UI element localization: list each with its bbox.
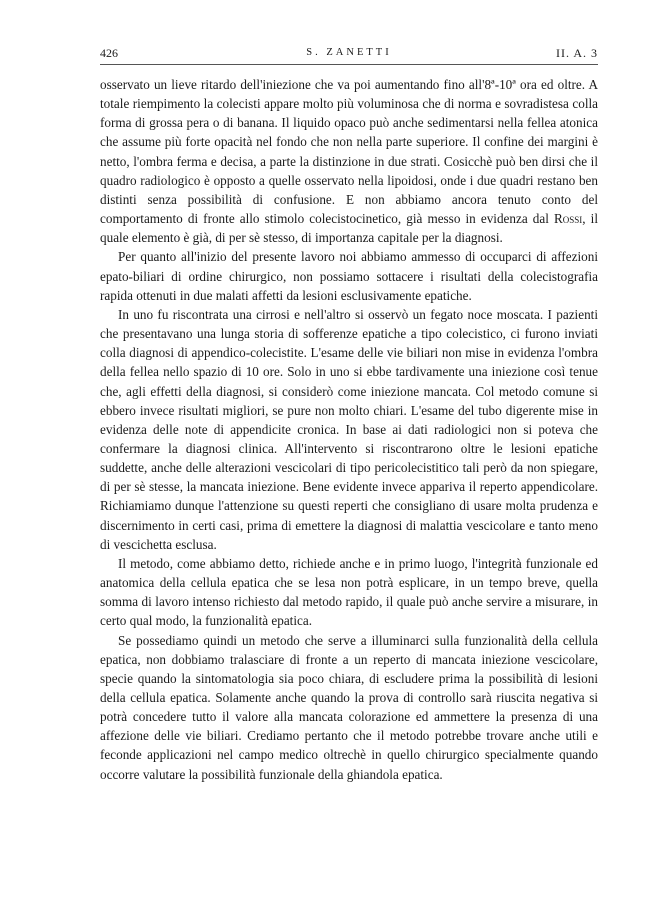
paragraph-text: Il metodo, come abbiamo detto, richiede anche e in primo luogo, l'integrità funzionale ed anatomica della cellula epatica che se lesa non potrà esplicare, in un tempo breve, quella somma di lavoro intenso richiesto dal metodo rapido, il quale può anche servire a misurare, in certo qual modo, la funzionalità epatica. bbox=[100, 555, 598, 629]
paragraph-text: Per quanto all'inizio del presente lavoro noi abbiamo ammesso di occuparci di affezioni epato-biliari di ordine chirurgico, non possiamo sottacere i risultati della colecistografia rapida ottenuti in due malati affetti da lesioni esclusivamente epatiche. bbox=[100, 249, 598, 303]
paragraph-text: osservato un lieve ritardo dell'iniezione che va poi aumentando fino all'8ª-10ª ora ed oltre. A totale riempimento la colecisti appare molto più voluminosa che di norma e sovradistesa colla forma di grossa pera o di banana. Il liquido opaco può anche sedimentarsi nella fellea atonica che assume più forte opacità nel fondo che non nella parte superiore. Il confine dei margini è netto, l'ombra ferma e decisa, a parte la distinzione in due strati. Cosicchè può ben dirsi che il quadro radiologico è opposto a quelle osservato nella lipoidosi, onde i due quadri restano ben distinti senza possibilità di confusione. E non abbiamo ancora tenuto conto del comportamento di fronte allo stimolo colecistocinetico, già messo in evidenza dal bbox=[100, 77, 598, 227]
paragraph-text: In uno fu riscontrata una cirrosi e nell'altro si osservò un fegato noce moscata. I pazienti che presentavano una lunga storia di sofferenze epatiche a tipo colecistico, ci furono inviati colla diagnosi di appendico-colecistite. L'esame delle vie biliari non mise in evidenza l'ombra della fellea nello spazio di 10 ore. Solo in uno si ebbe tardivamente una iniezione così tenue che, agli effetti della diagnosi, si considerò come iniezione mancata. Col metodo comune si ebbero invece risultati migliori, se pure non molto chiari. L'esame del tubo digerente mise in evidenza delle note di appendicite cronica. In base ai dati radiologici non si poteva che confermare la diagnosi clinica. All'intervento si riscontrarono oltre le lesioni epatiche suddette, anche delle alterazioni vescicolari di tipo pericolecistitico tali però da non spiegare, di per sè stesse, la mancata iniezione. Bene evidente invece appariva il reperto appendicolare. Richiamiamo dunque l'attenzione su questi reperti che consigliano di usare molta prudenza e discernimento in certi casi, prima di emettere la diagnosi di malattia vescicolare e tanto meno di vescichetta esclusa. bbox=[100, 306, 598, 552]
author-name: Rossi bbox=[553, 211, 583, 227]
paragraph bbox=[100, 631, 598, 784]
section-label: II. A. 3 bbox=[556, 46, 598, 60]
body-text bbox=[100, 75, 598, 784]
paragraph-text: , il quale elemento è già, di per sè stesso, di importanza capitale per la diagnosi. bbox=[100, 211, 598, 246]
paragraph bbox=[100, 247, 598, 304]
paragraph bbox=[100, 305, 598, 554]
paragraph-text: Se possediamo quindi un metodo che serve a illuminarci sulla funzionalità della cellula epatica, non dobbiamo tralasciare di fronte a un reperto di mancata iniezione vescicolare, specie quando la sintomatologia sia poco chiara, di escludere prima la possibilità di lesioni della cellula epatica. Solamente anche quando la prova di controllo sarà riuscita negativa si potrà concedere tutto il valore alla mancata colorazione ed ammettere la presenza di una affezione delle vie biliari. Crediamo pertanto che il metodo potrebbe trovare anche utili e feconde applicazioni nel campo medico oltrechè in quello chirurgico specialmente quando occorre valutare la possibilità funzionale della ghiandola epatica. bbox=[100, 632, 598, 782]
paragraph bbox=[100, 75, 598, 247]
paragraph bbox=[100, 554, 598, 631]
header-rule bbox=[100, 64, 598, 65]
running-header bbox=[100, 44, 598, 62]
page-number: 426 bbox=[100, 46, 118, 60]
running-title: S. ZANETTI bbox=[306, 47, 392, 58]
